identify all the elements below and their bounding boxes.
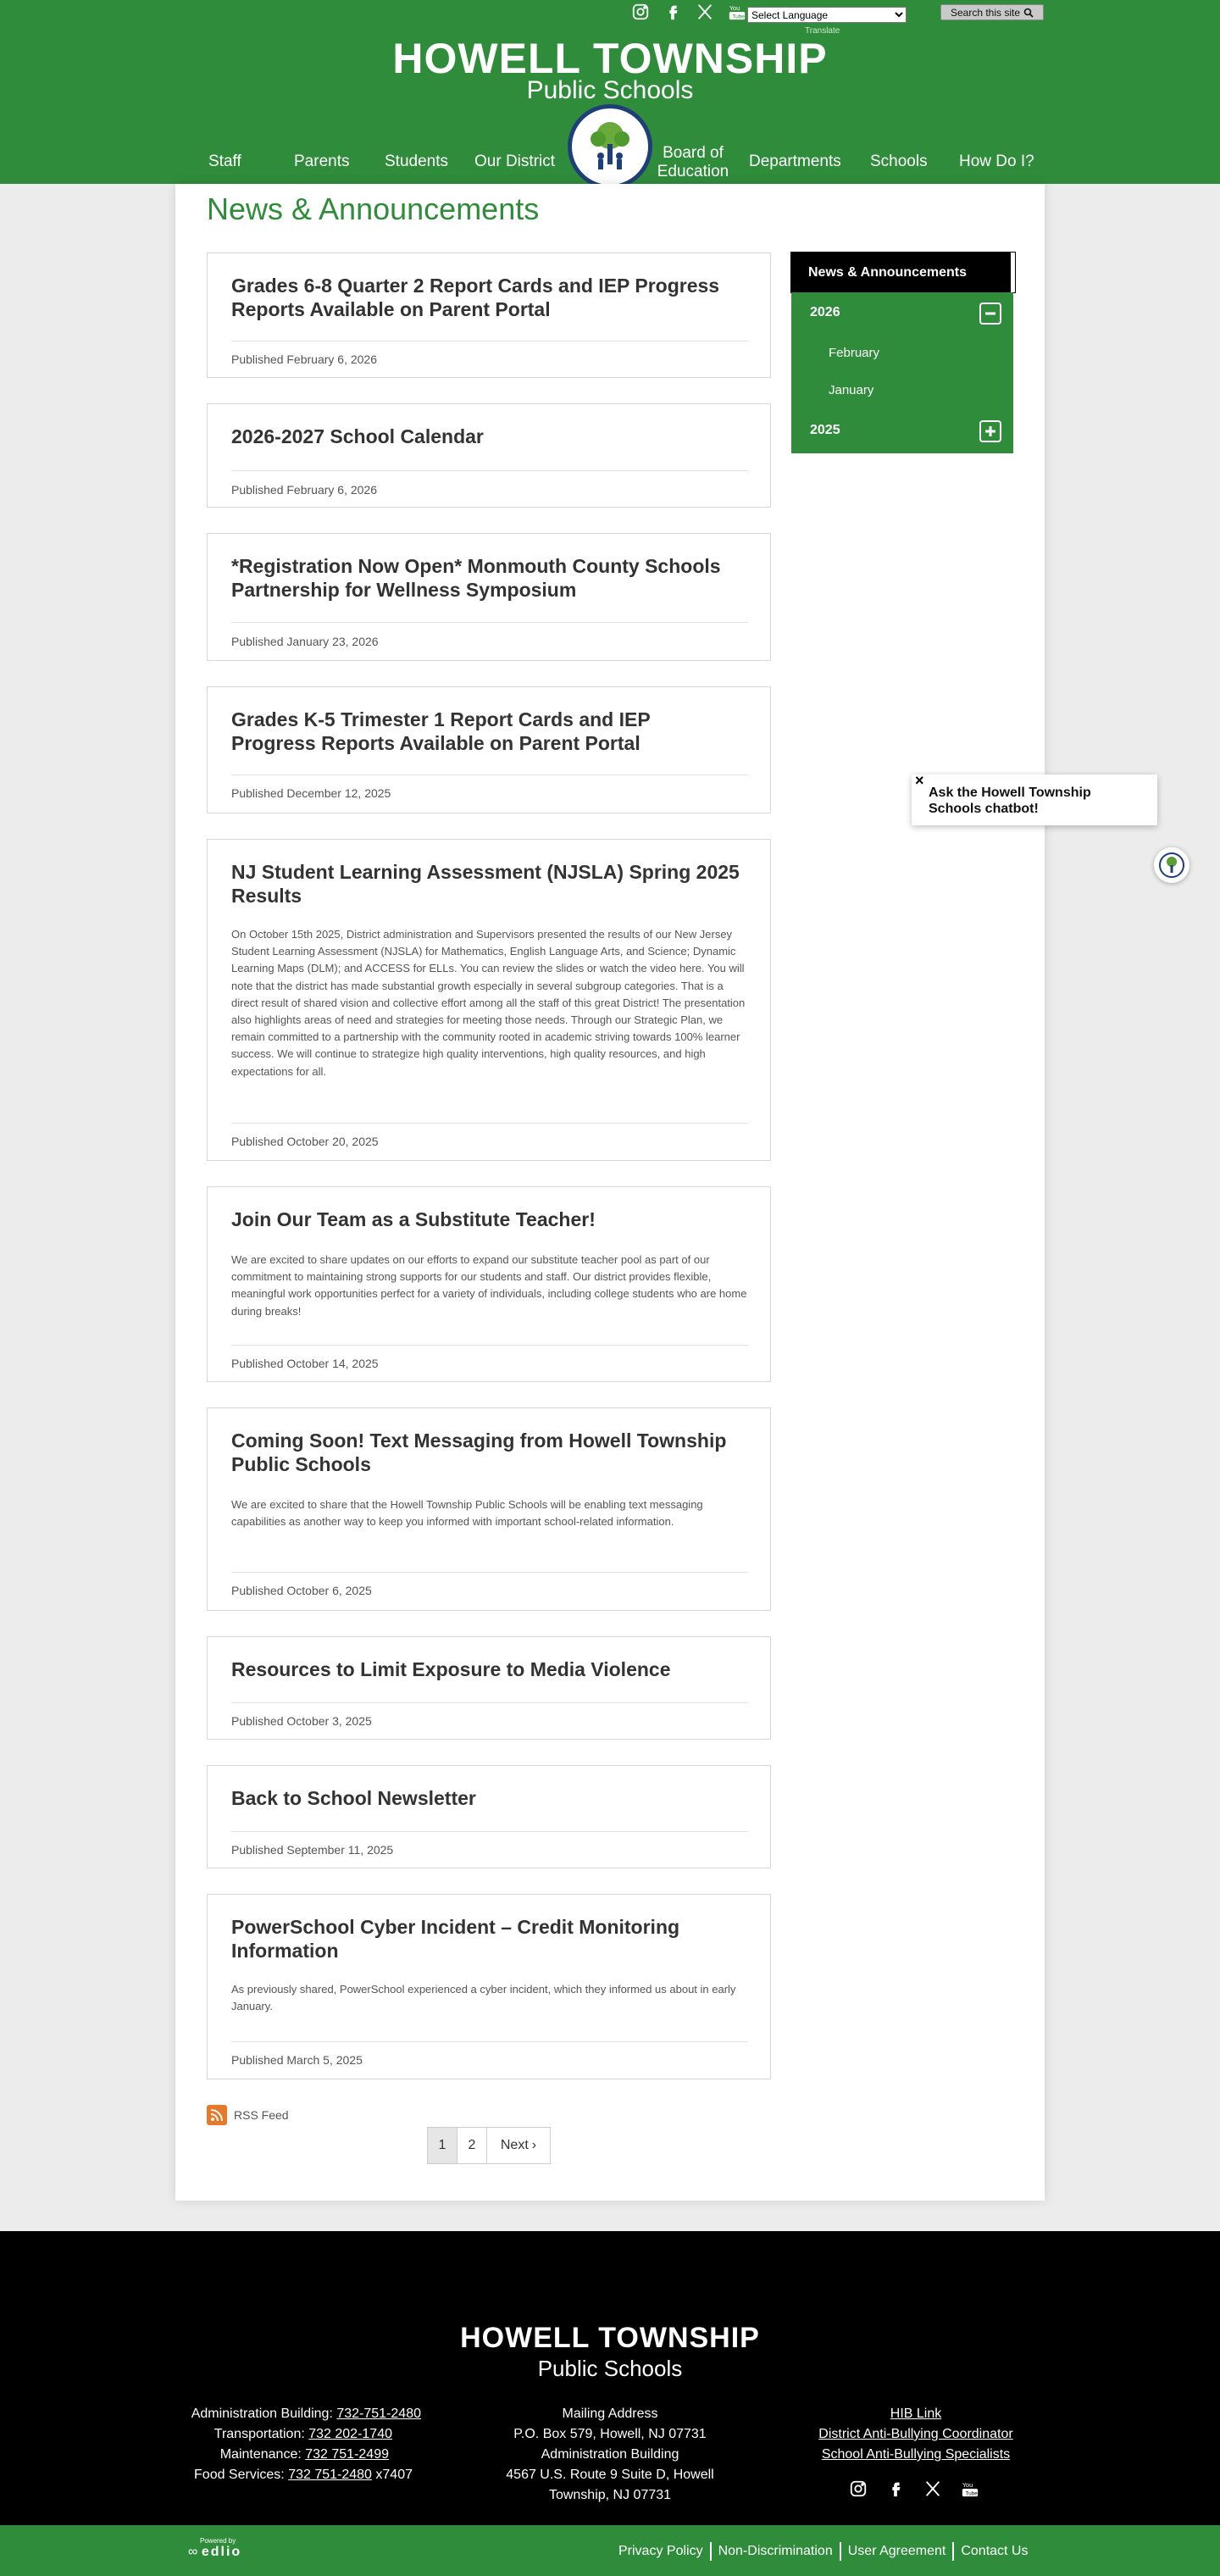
mailing-line: Township, NJ 07731 — [548, 2488, 672, 2502]
youtube-icon[interactable] — [961, 2479, 979, 2498]
published-date: Published January 23, 2026 — [231, 635, 379, 648]
published-date: Published December 12, 2025 — [231, 786, 391, 800]
footer-subtitle: Public Schools — [537, 2356, 683, 2381]
chatbot-tree-icon — [1159, 852, 1184, 878]
divider — [231, 1702, 748, 1703]
page-1-button[interactable]: 1 — [427, 2127, 458, 2164]
instagram-icon[interactable] — [849, 2479, 868, 2498]
facebook-icon[interactable] — [663, 3, 682, 21]
contact-label: Transportation: — [214, 2427, 305, 2441]
rss-label: RSS Feed — [234, 2108, 289, 2122]
contact-line — [191, 2407, 421, 2422]
instagram-icon[interactable] — [631, 3, 650, 21]
nav-parents[interactable]: Parents — [294, 153, 350, 170]
article-card — [207, 253, 771, 378]
sidebar-month-february[interactable]: February — [829, 346, 880, 360]
search-button[interactable] — [940, 4, 1044, 20]
sidebar-year-2025[interactable]: 2025 — [810, 423, 840, 437]
close-icon[interactable]: × — [915, 772, 924, 789]
bottom-bar — [0, 2525, 1220, 2576]
contact-label: Food Services: — [194, 2468, 285, 2482]
tree-logo-icon — [577, 114, 643, 180]
mailing-line: Administration Building — [541, 2447, 679, 2462]
divider — [231, 1831, 748, 1832]
published-date: Published October 3, 2025 — [231, 1714, 372, 1728]
nav-our-district[interactable]: Our District — [474, 153, 555, 170]
rss-icon — [207, 2105, 227, 2125]
divider — [231, 1123, 748, 1124]
article-title[interactable]: Grades 6-8 Quarter 2 Report Cards and IEP Progress Reports Available on Parent Portal — [231, 275, 720, 320]
article-card — [207, 1894, 771, 2079]
rss-feed-link[interactable] — [207, 2105, 289, 2125]
published-date: Published February 6, 2026 — [231, 483, 377, 497]
language-select[interactable] — [747, 7, 907, 23]
user-agreement-link[interactable]: User Agreement — [847, 2544, 946, 2558]
article-summary: On October 15th 2025, District administration and Supervisors presented the results of our New Jersey Student Learning Assessment (NJSLA) for Mathematics, English Language Arts, and Science; Dynamic Learning Maps (DLM); and ACCESS for ELLs. You can review the slides or watch the video here. You will note that the district has made substantial growth especially in several subgroup categories. That is a direct result of shared vision and collective effort among all the staff of this great District! The presentation also highlights areas of need and strategies for meeting those needs. Through our Strategic Plan, we remain committed to a partnership with the community rooted in academic striving towards 100% learner success. We will continue to strategize high quality interventions, high quality resources, and high expectations for all. — [231, 928, 746, 1078]
divider — [231, 1345, 748, 1346]
site-title[interactable]: HOWELL TOWNSHIP — [392, 35, 828, 82]
facebook-icon[interactable] — [886, 2479, 905, 2498]
powered-by-label: Powered by — [200, 2537, 236, 2545]
article-title[interactable]: Resources to Limit Exposure to Media Violence — [231, 1658, 671, 1680]
page-title: News & Announcements — [207, 192, 540, 226]
nav-staff[interactable]: Staff — [208, 153, 241, 170]
pagination — [428, 2127, 551, 2164]
article-title[interactable]: Grades K-5 Trimester 1 Report Cards and IEP Progress Reports Available on Parent Portal — [231, 708, 651, 754]
footer-social-links — [849, 2479, 979, 2498]
phone-link[interactable]: 732 751-2499 — [305, 2447, 389, 2462]
published-date: Published October 20, 2025 — [231, 1135, 379, 1148]
article-title[interactable]: Coming Soon! Text Messaging from Howell Township Public Schools — [231, 1430, 727, 1475]
expand-icon[interactable] — [979, 420, 1001, 442]
mailing-line: Mailing Address — [562, 2407, 658, 2421]
divider — [231, 470, 748, 471]
footer-title: HOWELL TOWNSHIP — [460, 2322, 760, 2354]
contact-us-link[interactable]: Contact Us — [961, 2544, 1029, 2558]
chatbot-popup[interactable] — [912, 774, 1157, 825]
phone-link[interactable]: 732 751-2480 — [288, 2468, 372, 2482]
phone-extension: x7407 — [371, 2468, 413, 2482]
nav-how-do-i[interactable]: How Do I? — [959, 153, 1034, 170]
article-title[interactable]: 2026-2027 School Calendar — [231, 425, 484, 447]
youtube-icon[interactable] — [728, 3, 746, 21]
sidebar-heading[interactable]: News & Announcements — [791, 253, 1015, 292]
chatbot-launcher[interactable] — [1154, 847, 1190, 883]
sidebar-archive — [791, 292, 1013, 453]
article-title[interactable]: *Registration Now Open* Monmouth County Schools Partnership for Wellness Symposium — [231, 555, 721, 601]
article-card — [207, 686, 771, 813]
article-card — [207, 1636, 771, 1740]
article-summary: As previously shared, PowerSchool experienced a cyber incident, which they informed us about in early January. — [231, 1983, 736, 2013]
divider — [952, 2542, 954, 2561]
article-card — [207, 1186, 771, 1382]
published-date: Published September 11, 2025 — [231, 1843, 394, 1857]
svg-text:Tube: Tube — [965, 2490, 978, 2497]
divider — [231, 774, 748, 775]
x-icon[interactable] — [696, 3, 714, 21]
svg-text:You: You — [729, 4, 740, 13]
page-2-button[interactable]: 2 — [457, 2127, 487, 2164]
chevron-right-icon: › — [531, 2138, 537, 2152]
article-title[interactable]: PowerSchool Cyber Incident – Credit Monitoring Information — [231, 1916, 680, 1962]
contact-label: Administration Building: — [191, 2407, 333, 2421]
published-date: Published October 6, 2025 — [231, 1584, 372, 1597]
article-card — [207, 839, 771, 1161]
site-subtitle: Public Schools — [526, 76, 694, 104]
anti-bullying-coordinator-link[interactable]: District Anti-Bullying Coordinator — [818, 2427, 1013, 2441]
chatbot-message: Ask the Howell Township Schools chatbot! — [929, 786, 1091, 816]
search-icon — [1023, 8, 1034, 18]
article-title[interactable]: Back to School Newsletter — [231, 1787, 476, 1809]
published-date: Published March 5, 2025 — [231, 2053, 363, 2067]
legal-links — [618, 2542, 1028, 2561]
article-title[interactable]: Join Our Team as a Substitute Teacher! — [231, 1208, 596, 1230]
nav-board-of-education[interactable]: Board of Education — [657, 144, 729, 180]
anti-bullying-specialists-link[interactable]: School Anti-Bullying Specialists — [821, 2447, 1011, 2462]
article-card — [207, 1407, 771, 1611]
contact-label: Maintenance: — [219, 2447, 302, 2462]
phone-link[interactable]: 732-751-2480 — [336, 2407, 421, 2421]
edlio-logo-icon: ∞ — [188, 2545, 202, 2559]
divider — [231, 622, 748, 623]
divider — [840, 2542, 841, 2561]
contact-line — [220, 2447, 389, 2462]
nav-departments[interactable]: Departments — [749, 153, 841, 170]
divider — [710, 2542, 712, 2561]
article-card — [207, 1765, 771, 1868]
article-summary: We are excited to share that the Howell Township Public Schools will be enabling text messaging capabilities as another way to keep you informed with important school-related information. — [231, 1498, 703, 1529]
edlio-brand: edlio — [201, 2545, 242, 2559]
nav-schools[interactable]: Schools — [870, 153, 928, 170]
svg-text:You: You — [962, 2481, 973, 2490]
hib-link[interactable]: HIB Link — [890, 2407, 942, 2421]
next-label: Next — [500, 2138, 529, 2152]
contact-line — [214, 2427, 392, 2442]
article-card — [207, 533, 771, 661]
divider — [231, 2041, 748, 2042]
powered-by-edlio[interactable] — [188, 2537, 241, 2560]
svg-text:Tube: Tube — [732, 14, 745, 20]
article-card — [207, 403, 771, 508]
article-summary: We are excited to share updates on our efforts to expand our substitute teacher pool as part of our commitment to maintaining strong supports for our students and staff. Our district provides flexible, meaningful work opportunities perfect for a variety of individuals, including college students who are home during breaks! — [231, 1253, 747, 1318]
district-logo[interactable] — [568, 104, 652, 189]
collapse-icon[interactable] — [979, 303, 1001, 325]
mailing-line: 4567 U.S. Route 9 Suite D, Howell — [506, 2468, 714, 2482]
next-page-button[interactable] — [486, 2127, 551, 2164]
header-social-links — [631, 3, 746, 21]
nav-students[interactable]: Students — [385, 153, 448, 170]
privacy-policy-link[interactable]: Privacy Policy — [618, 2544, 703, 2558]
phone-link[interactable]: 732 202-1740 — [308, 2427, 392, 2441]
contact-line — [194, 2468, 413, 2483]
sidebar-year-2026[interactable]: 2026 — [810, 305, 840, 319]
sidebar-month-january[interactable]: January — [829, 383, 874, 397]
published-date: Published October 14, 2025 — [231, 1357, 379, 1370]
translate-label: Translate — [805, 26, 840, 36]
search-label: Search this site — [950, 6, 1021, 19]
divider — [231, 1572, 748, 1573]
article-title[interactable]: NJ Student Learning Assessment (NJSLA) Spring 2025 Results — [231, 861, 740, 907]
published-date: Published February 6, 2026 — [231, 353, 377, 366]
mailing-line: P.O. Box 579, Howell, NJ 07731 — [513, 2427, 707, 2441]
x-icon[interactable] — [923, 2479, 942, 2498]
non-discrimination-link[interactable]: Non-Discrimination — [718, 2544, 833, 2558]
